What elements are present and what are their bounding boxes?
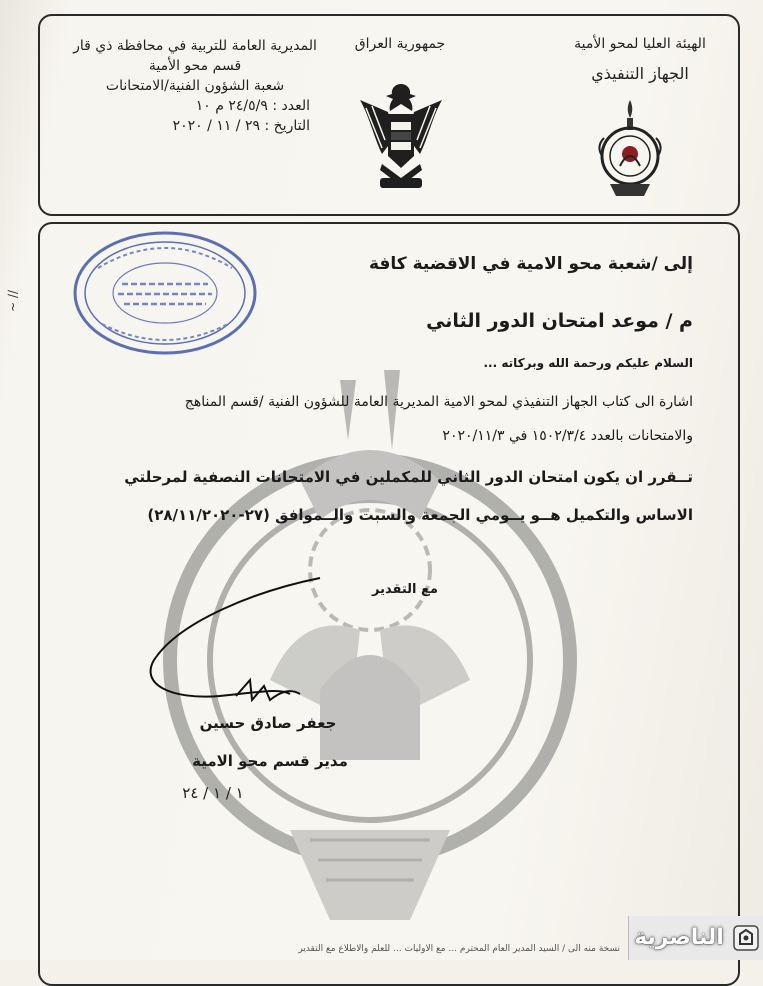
directorate-name: المديرية العامة للتربية في محافظة ذي قار	[73, 38, 317, 54]
literacy-lamp-logo-icon	[592, 96, 668, 208]
distribution-footer: نسخة منه الى / السيد المدير العام المحترم ... مع الاوليات ... للعلم والاطلاع مع التقدير	[298, 944, 620, 954]
margin-annotation: // ~	[6, 290, 20, 312]
handwritten-date: ١ / ١ / ٢٤	[182, 784, 244, 802]
authority-name: الهيئة العليا لمحو الأمية	[574, 36, 706, 52]
letter-date: التاريخ : ٢٩ / ١١ / ٢٠٢٠	[172, 118, 310, 134]
closing-regards: مع التقدير	[372, 582, 438, 597]
source-logo	[628, 916, 763, 960]
letterhead-center	[330, 34, 470, 54]
source-logo-emblem-icon	[732, 924, 760, 952]
paragraph-2-line-2: الاساس والتكميل هــو يــومي الجمعة والسبت والــموافق (٢٧-٢٨/١١/٢٠٢٠)	[147, 506, 693, 524]
department-name: قسم محو الأمية	[148, 58, 242, 74]
division-name: شعبة الشؤون الفنية/الامتحانات	[105, 78, 285, 94]
official-round-stamp-icon	[72, 228, 258, 358]
letter-recipient: إلى /شعبة محو الامية في الاقضية كافة	[368, 254, 693, 274]
letter-greeting: السلام عليكم ورحمة الله وبركاته ...	[483, 356, 693, 370]
handwritten-signature-icon	[140, 560, 380, 730]
paragraph-2-line-1: تــقرر ان يكون امتحان الدور الثاني للمكملين في الامتحانات النصفية لمرحلتي	[124, 468, 693, 486]
signatory-name: جعفر صادق حسين	[199, 714, 337, 732]
reference-number: العدد : ٢٤/٥/٩ م ١٠	[195, 98, 310, 114]
letterhead-right	[560, 34, 720, 84]
letterhead-left	[70, 36, 320, 136]
paragraph-1-line-1: اشارة الى كتاب الجهاز التنفيذي لمحو الامية المديرية العامة للشؤون الفنية /قسم المناهج	[184, 394, 693, 410]
paragraph-1-line-2: والامتحانات بالعدد ١٥٠٢/٣/٤ في ٢٠٢٠/١١/٣	[442, 428, 693, 444]
signatory-title: مدير قسم محو الامية	[192, 752, 348, 770]
executive-body-name: الجهاز التنفيذي	[591, 64, 689, 83]
iraq-eagle-emblem-icon	[352, 78, 450, 196]
letter-subject: م / موعد امتحان الدور الثاني	[426, 310, 693, 332]
source-logo-text: الناصرية	[634, 925, 724, 950]
country-name: جمهورية العراق	[354, 36, 446, 52]
